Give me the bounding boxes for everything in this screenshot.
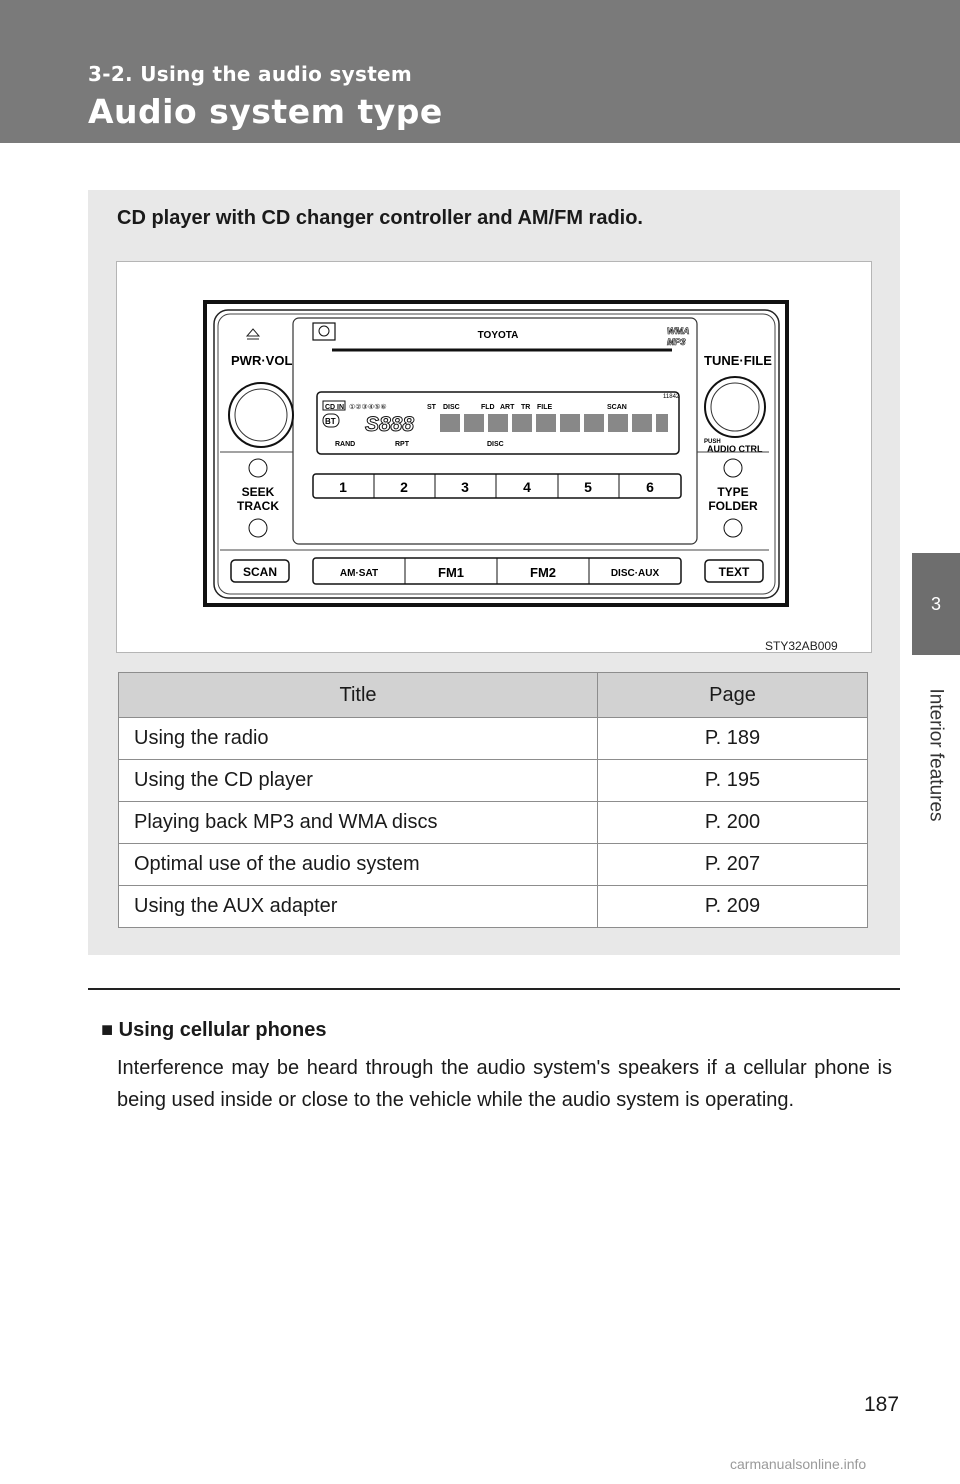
row-page: P. 209 bbox=[598, 886, 868, 928]
panel-caption: CD player with CD changer controller and AM/FM radio. bbox=[117, 207, 643, 229]
svg-text:FM2: FM2 bbox=[530, 565, 556, 580]
preset-3: 3 bbox=[461, 479, 469, 495]
svg-text:BT: BT bbox=[325, 417, 336, 426]
preset-1: 1 bbox=[339, 479, 347, 495]
svg-text:FILE: FILE bbox=[537, 404, 553, 411]
tune-file-knob bbox=[705, 377, 765, 437]
chapter-tab-number: 3 bbox=[912, 553, 960, 655]
svg-text:FM1: FM1 bbox=[438, 565, 464, 580]
preset-6: 6 bbox=[646, 479, 654, 495]
pwr-vol-knob bbox=[229, 383, 293, 447]
page-header bbox=[0, 0, 960, 143]
svg-text:SCAN: SCAN bbox=[242, 565, 278, 579]
note-heading-text: Using cellular phones bbox=[118, 1019, 327, 1041]
table-header-row bbox=[119, 673, 868, 718]
svg-text:PUSH: PUSH bbox=[704, 439, 721, 445]
svg-text:DISC·AUX: DISC·AUX bbox=[610, 568, 660, 579]
watermark: carmanualsonline.info bbox=[730, 1456, 867, 1472]
tune-file-label: TUNE·FILE bbox=[704, 353, 772, 368]
pwr-vol-label: PWR·VOL bbox=[231, 353, 293, 368]
preset-2: 2 bbox=[400, 479, 408, 495]
svg-text:SEEK: SEEK bbox=[241, 485, 275, 499]
chapter-tab-label: Interior features bbox=[926, 688, 948, 822]
preset-5: 5 bbox=[584, 479, 592, 495]
row-page: P. 207 bbox=[598, 844, 868, 886]
note-heading bbox=[101, 1019, 326, 1042]
svg-text:TRACK: TRACK bbox=[237, 499, 279, 513]
svg-text:S888: S888 bbox=[365, 413, 415, 436]
page-title: Audio system type bbox=[88, 92, 443, 131]
row-title: Playing back MP3 and WMA discs bbox=[119, 802, 598, 844]
svg-text:DISC: DISC bbox=[443, 404, 460, 411]
svg-text:RAND: RAND bbox=[335, 441, 356, 448]
note-body: Interference may be heard through the audio system's speakers if a cellular phone is being used inside or close to the vehicle while the audio system is operating. bbox=[117, 1057, 892, 1111]
svg-text:TR: TR bbox=[521, 404, 531, 411]
svg-text:ST: ST bbox=[427, 404, 436, 411]
row-page: P. 195 bbox=[598, 760, 868, 802]
row-page: P. 189 bbox=[598, 718, 868, 760]
table-row bbox=[119, 844, 868, 886]
col-title-header: Title bbox=[119, 673, 598, 718]
audio-unit-illustration bbox=[117, 262, 871, 652]
mp3-badge: MP3 bbox=[667, 337, 686, 347]
row-page: P. 200 bbox=[598, 802, 868, 844]
svg-text:CD IN: CD IN bbox=[325, 404, 345, 411]
audio-ctrl-label: AUDIO CTRL bbox=[707, 444, 763, 454]
brand-logo: TOYOTA bbox=[477, 330, 519, 341]
table-row bbox=[119, 886, 868, 928]
section-heading: 3-2. Using the audio system bbox=[88, 62, 413, 86]
preset-4: 4 bbox=[523, 479, 531, 495]
page-number: 187 bbox=[864, 1393, 900, 1416]
bullet-icon: ■ bbox=[101, 1019, 114, 1041]
table-row bbox=[119, 802, 868, 844]
page-reference-table bbox=[118, 672, 868, 928]
audio-unit-figure bbox=[116, 261, 872, 653]
svg-text:11842: 11842 bbox=[663, 394, 680, 400]
type-up-button bbox=[724, 459, 742, 477]
row-title: Using the CD player bbox=[119, 760, 598, 802]
section-divider bbox=[88, 988, 900, 990]
table-row bbox=[119, 718, 868, 760]
svg-text:FOLDER: FOLDER bbox=[708, 499, 758, 513]
svg-text:ART: ART bbox=[500, 404, 515, 411]
preset-buttons-strip bbox=[313, 474, 681, 498]
row-title: Using the radio bbox=[119, 718, 598, 760]
seek-down-button bbox=[249, 519, 267, 537]
wma-badge: WMA bbox=[667, 326, 690, 336]
svg-text:SCAN: SCAN bbox=[607, 404, 627, 411]
row-title: Using the AUX adapter bbox=[119, 886, 598, 928]
svg-text:TYPE: TYPE bbox=[717, 485, 749, 499]
type-down-button bbox=[724, 519, 742, 537]
table-row bbox=[119, 760, 868, 802]
svg-text:RPT: RPT bbox=[395, 441, 409, 448]
svg-text:TEXT: TEXT bbox=[718, 565, 750, 579]
svg-text:DISC: DISC bbox=[487, 441, 504, 448]
svg-text:AM·SAT: AM·SAT bbox=[339, 568, 379, 579]
col-page-header: Page bbox=[598, 673, 868, 718]
svg-text:①②③④⑤⑥: ①②③④⑤⑥ bbox=[349, 404, 387, 411]
figure-code: STY32AB009 bbox=[765, 639, 838, 653]
row-title: Optimal use of the audio system bbox=[119, 844, 598, 886]
svg-text:FLD: FLD bbox=[481, 404, 495, 411]
seek-up-button bbox=[249, 459, 267, 477]
